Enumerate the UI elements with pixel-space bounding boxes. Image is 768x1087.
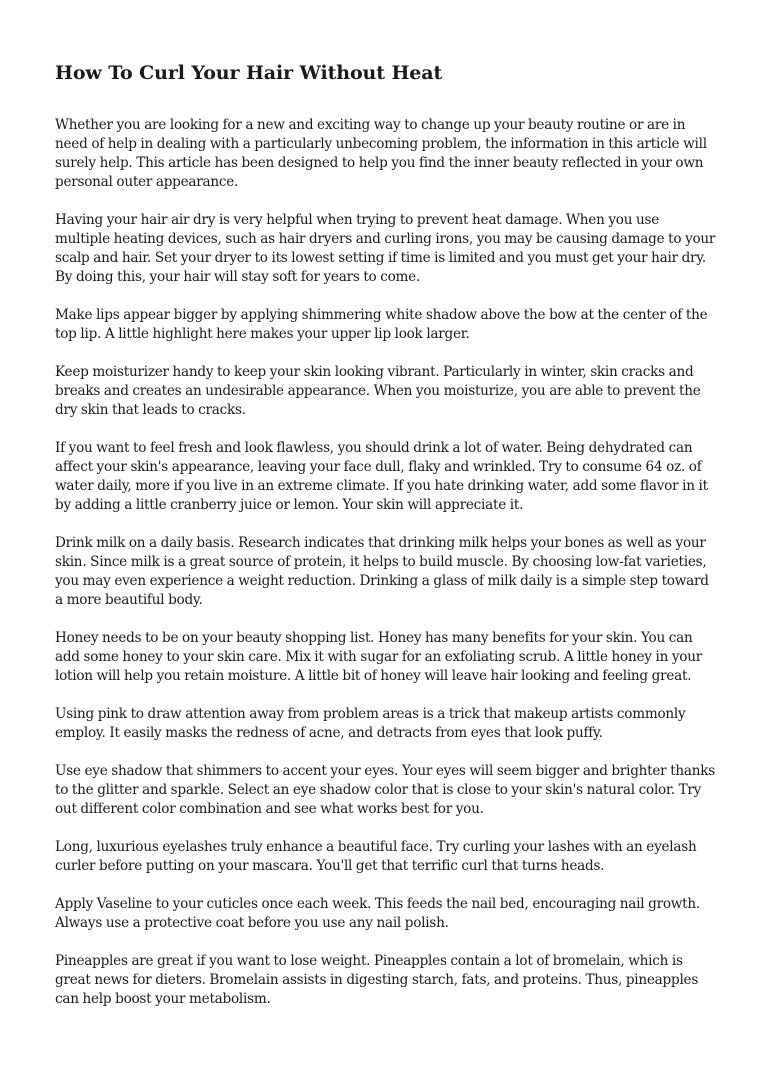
paragraph-moisturizer: Keep moisturizer handy to keep your skin looking vibrant. Particularly in winter, skin cracks and breaks and creates an undesirable appearance. When you moisturize, you are able to prevent the dry skin that leads to cracks. bbox=[55, 364, 701, 418]
paragraph-water: If you want to feel fresh and look flawless, you should drink a lot of water. Being dehydrated can affect your skin's appearance, leaving your face dull, flaky and wrinkled. Try to consume 64 oz. of water daily, more if you live in an extreme climate. If you hate drinking water, add some flavor in it by adding a little cranberry juice or lemon. Your skin will appreciate it. bbox=[55, 440, 708, 513]
paragraph-eyelashes: Long, luxurious eyelashes truly enhance a beautiful face. Try curling your lashes with an eyelash curler before putting on your mascara. You'll get that terrific curl that turns heads. bbox=[55, 839, 697, 874]
paragraph-vaseline: Apply Vaseline to your cuticles once each week. This feeds the nail bed, encouraging nail growth. Always use a protective coat before you use any nail polish. bbox=[55, 896, 700, 931]
paragraph-eye-shadow: Use eye shadow that shimmers to accent your eyes. Your eyes will seem bigger and brighter thanks to the glitter and sparkle. Select an eye shadow color that is close to your skin's natural color. Try out different color combination and see what works best for you. bbox=[55, 763, 715, 817]
paragraph-milk: Drink milk on a daily basis. Research indicates that drinking milk helps your bones as well as your skin. Since milk is a great source of protein, it helps to build muscle. By choosing low-fat varieties, you may even experience a weight reduction. Drinking a glass of milk daily is a simple step toward a more beautiful body. bbox=[55, 535, 709, 608]
paragraph-pink: Using pink to draw attention away from problem areas is a trick that makeup artists commonly employ. It easily masks the redness of acne, and detracts from eyes that look puffy. bbox=[55, 706, 686, 741]
paragraph-honey: Honey needs to be on your beauty shopping list. Honey has many benefits for your skin. You can add some honey to your skin care. Mix it with sugar for an exfoliating scrub. A little honey in your lotion will help you retain moisture. A little bit of honey will leave hair looking and feeling great. bbox=[55, 630, 702, 684]
paragraph-pineapples: Pineapples are great if you want to lose weight. Pineapples contain a lot of bromelain, which is great news for dieters. Bromelain assists in digesting starch, fats, and proteins. Thus, pineapples can help boost your metabolism. bbox=[55, 953, 699, 1007]
document-page bbox=[55, 60, 717, 1028]
page-title: How To Curl Your Hair Without Heat bbox=[55, 62, 443, 84]
paragraph-intro: Whether you are looking for a new and exciting way to change up your beauty routine or are in need of help in dealing with a particularly unbecoming problem, the information in this article will surely help. This article has been designed to help you find the inner beauty reflected in your own personal outer appearance. bbox=[55, 117, 707, 190]
paragraph-air-dry: Having your hair air dry is very helpful when trying to prevent heat damage. When you use multiple heating devices, such as hair dryers and curling irons, you may be causing damage to your scalp and hair. Set your dryer to its lowest setting if time is limited and you must get your hair dry. By doing this, your hair will stay soft for years to come. bbox=[55, 212, 716, 285]
paragraph-lips: Make lips appear bigger by applying shimmering white shadow above the bow at the center of the top lip. A little highlight here makes your upper lip look larger. bbox=[55, 307, 708, 342]
